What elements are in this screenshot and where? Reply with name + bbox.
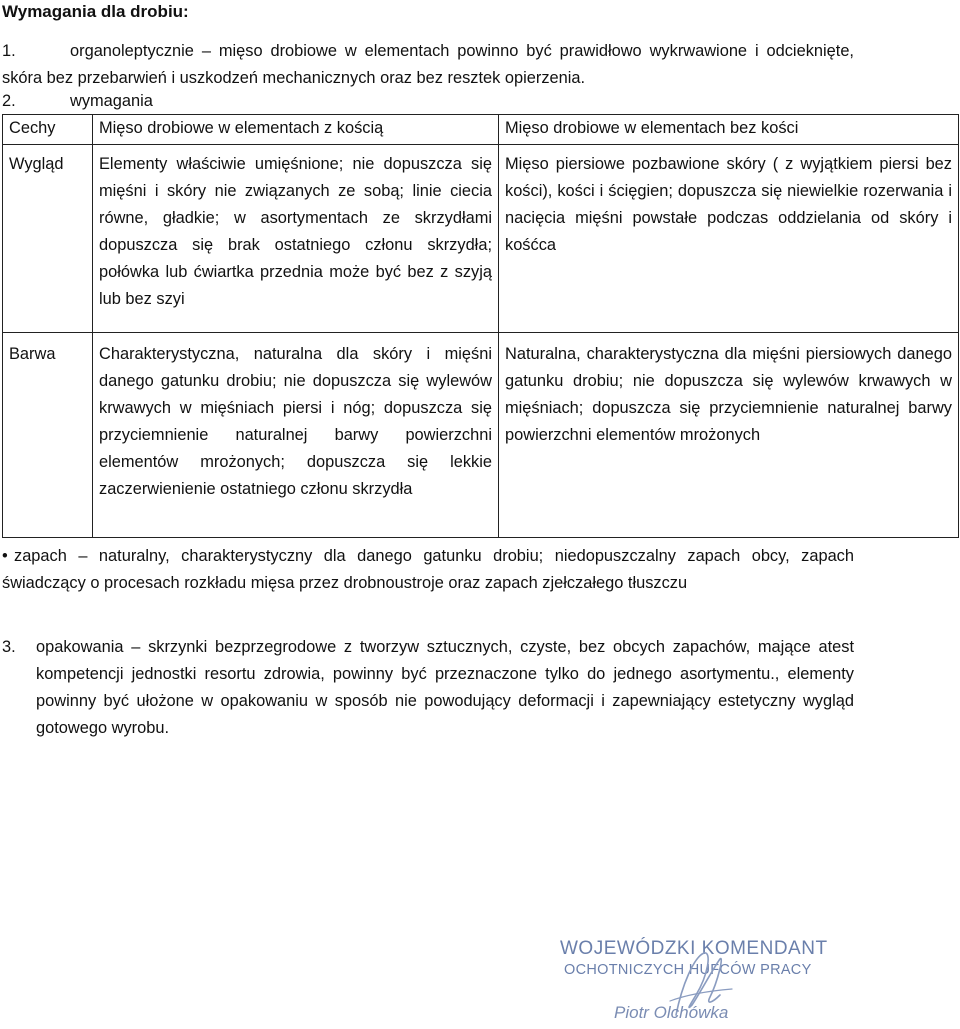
item-text: wymagania — [70, 92, 153, 110]
without-bone-cell: Mięso piersiowe pozbawione skóry ( z wyjątkiem piersi bez kości), kości i ścięgien; dopuszcza się niewielkie rozerwania i nacięcia mięśni powstałe podczas oddzielania od skóry i kośćca — [505, 155, 952, 254]
requirement-item-2 — [2, 88, 854, 115]
item-number: 2. — [2, 92, 16, 110]
feature-cell: Wygląd — [3, 145, 93, 333]
signature-name: Piotr Olchówka — [614, 1003, 729, 1022]
feature-cell: Barwa — [3, 333, 93, 538]
item-number: 3. — [2, 638, 16, 656]
requirement-item-1 — [2, 38, 854, 92]
item-text: opakowania – skrzynki bezprzegrodowe z tworzyw sztucznych, czyste, bez obcych zapachów, mające atest kompetencji jednostki resortu zdrowia, powinny być przeznaczone tylko do jednego asortymentu., elementy powinny być ułożone w opakowaniu w sposób nie powodujący deformacji i zapewniający estetyczny wygląd gotowego wyrobu. — [36, 638, 854, 737]
table-header-cell: Cechy — [3, 115, 93, 145]
without-bone-cell: Naturalna, charakterystyczna dla mięśni piersiowych danego gatunku drobiu; nie dopuszcza się wylewów krwawych w mięśniach; dopuszcza się przyciemnienie naturalnej barwy powierzchni elementów mrożonych — [505, 345, 952, 444]
table-row — [3, 145, 959, 333]
with-bone-cell: Elementy właściwie umięśnione; nie dopuszcza się mięśni i skóry nie związanych ze sobą; linie ciecia równe, gładkie; w asortymentach ze skrzydłami dopuszcza się brak ostatniego członu skrzydła; połówka lub ćwiartka przednia może być bez z szyją lub bez szyi — [99, 155, 492, 308]
smell-text: zapach – naturalny, charakterystyczny dla danego gatunku drobiu; niedopuszczalny zapach obcy, zapach świadczący o procesach rozkładu mięsa przez drobnoustroje oraz zapach zjełczałego tłuszczu — [2, 547, 854, 592]
table-header-cell: Mięso drobiowe w elementach bez kości — [499, 115, 959, 145]
document-heading: Wymagania dla drobiu: — [2, 2, 189, 21]
table-header-cell: Mięso drobiowe w elementach z kością — [93, 115, 499, 145]
stamp-title: WOJEWÓDZKI KOMENDANT — [560, 938, 828, 959]
requirement-item-3 — [2, 634, 854, 742]
bullet-icon: • — [2, 547, 8, 565]
item-number: 1. — [2, 42, 16, 60]
smell-requirement — [2, 543, 854, 597]
requirements-table — [2, 114, 959, 538]
table-row — [3, 333, 959, 538]
item-text: organoleptycznie – mięso drobiowe w elementach powinno być prawidłowo wykrwawione i odcieknięte, skóra bez przebarwień i uszkodzeń mechanicznych oraz bez resztek opierzenia. — [2, 42, 854, 87]
table-header-row — [3, 115, 959, 145]
with-bone-cell: Charakterystyczna, naturalna dla skóry i mięśni danego gatunku drobiu; nie dopuszcza się wylewów krwawych w mięśniach piersi i nóg; dopuszcza się przyciemnienie naturalnej barwy powierzchni elementów mrożonych; dopuszcza się lekkie zaczerwienienie ostatniego członu skrzydła — [99, 345, 492, 498]
stamp-subtitle: OCHOTNICZYCH HUFCÓW PRACY — [564, 962, 812, 978]
official-stamp — [560, 935, 828, 1027]
